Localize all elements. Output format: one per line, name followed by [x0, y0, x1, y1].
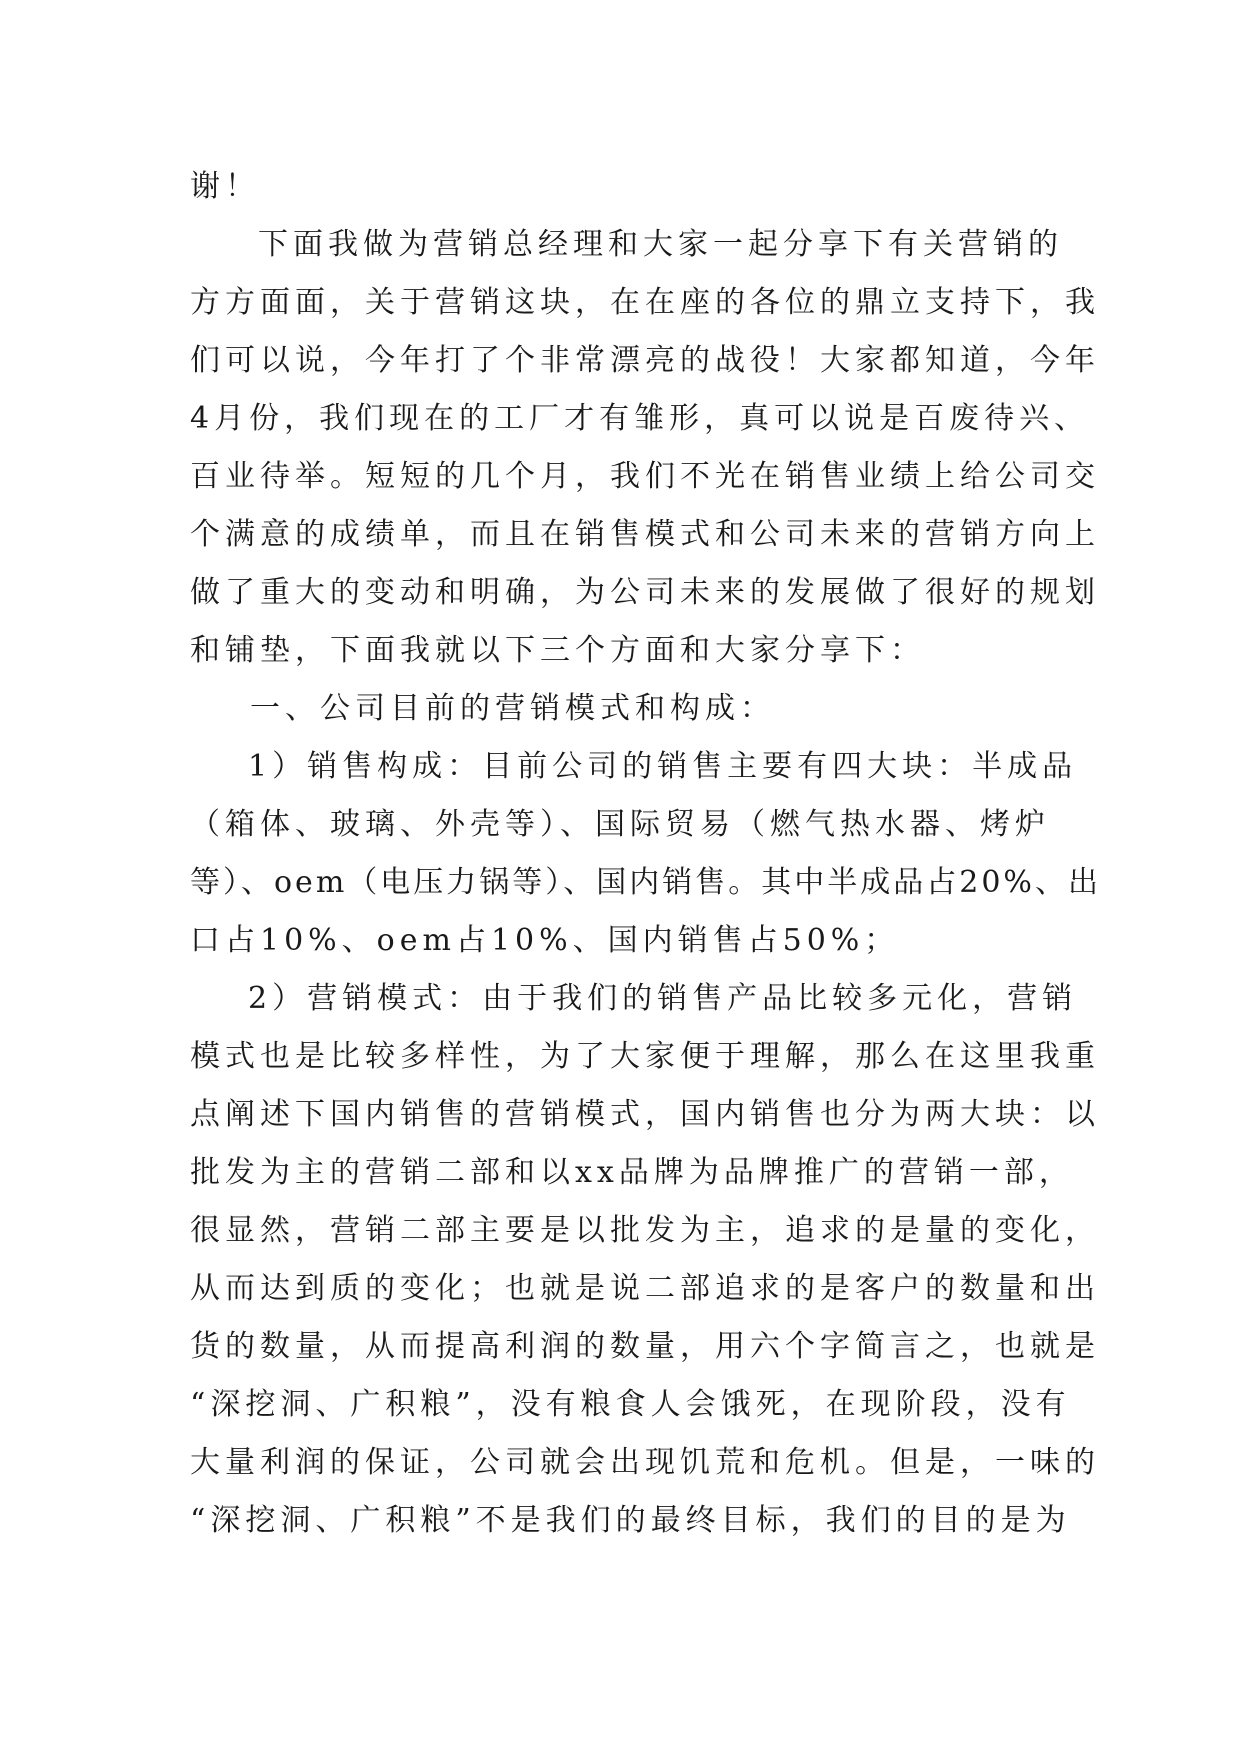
text-line: 模式也是比较多样性，为了大家便于理解，那么在这里我重: [190, 1039, 1100, 1074]
text-line: 和铺垫，下面我就以下三个方面和大家分享下：: [190, 633, 925, 668]
text-line: 做了重大的变动和明确，为公司未来的发展做了很好的规划: [190, 575, 1100, 610]
text-line: 4月份，我们现在的工厂才有雏形，真可以说是百废待兴、: [190, 401, 1090, 436]
text-line: 们可以说，今年打了个非常漂亮的战役！大家都知道，今年: [190, 343, 1100, 378]
text-line: 从而达到质的变化；也就是说二部追求的是客户的数量和出: [190, 1271, 1100, 1306]
paragraph-first-line: 下面我做为营销总经理和大家一起分享下有关营销的: [258, 227, 1063, 262]
text-line: “深挖洞、广积粮”不是我们的最终目标，我们的目的是为: [190, 1503, 1071, 1538]
text-line: 货的数量，从而提高利润的数量，用六个字简言之，也就是: [190, 1329, 1100, 1364]
text-line: 口占10%、oem占10%、国内销售占50%；: [190, 923, 900, 958]
text-line: （箱体、玻璃、外壳等）、国际贸易（燃气热水器、烤炉: [190, 807, 1050, 842]
text-line: 百业待举。短短的几个月，我们不光在销售业绩上给公司交: [190, 459, 1100, 494]
list-item-first-line: 2）营销模式：由于我们的销售产品比较多元化，营销: [248, 981, 1078, 1016]
text-line: 个满意的成绩单，而且在销售模式和公司未来的营销方向上: [190, 517, 1100, 552]
text-line: 大量利润的保证，公司就会出现饥荒和危机。但是，一味的: [190, 1445, 1100, 1480]
text-line: 很显然，营销二部主要是以批发为主，追求的是量的变化，: [190, 1213, 1100, 1248]
text-line: 等）、oem（电压力锅等）、国内销售。其中半成品占20%、出: [190, 865, 1101, 900]
text-line: 方方面面，关于营销这块，在在座的各位的鼎立支持下，我: [190, 285, 1100, 320]
text-line: “深挖洞、广积粮”，没有粮食人会饿死，在现阶段，没有: [190, 1387, 1071, 1422]
text-line: 批发为主的营销二部和以xx品牌为品牌推广的营销一部，: [190, 1155, 1074, 1190]
section-heading: 一、公司目前的营销模式和构成：: [250, 691, 775, 726]
text-line: 谢！: [190, 169, 260, 204]
text-line: 点阐述下国内销售的营销模式，国内销售也分为两大块：以: [190, 1097, 1100, 1132]
document-body: [190, 158, 1101, 1550]
list-item-first-line: 1）销售构成：目前公司的销售主要有四大块：半成品: [248, 749, 1078, 784]
